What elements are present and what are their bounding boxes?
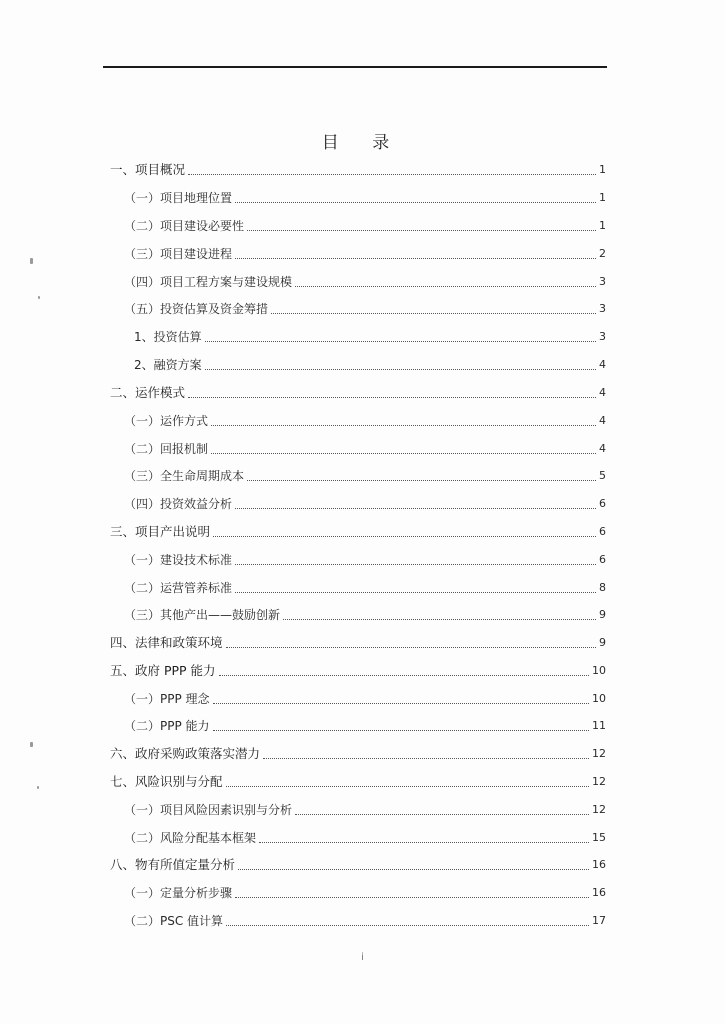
toc-entry-page: 4: [599, 442, 606, 455]
toc-entry[interactable]: [124, 300, 606, 318]
dot-leader: [188, 173, 596, 175]
dot-leader: [213, 535, 596, 537]
toc-entry-text: 八、物有所值定量分析: [110, 857, 236, 872]
dot-leader: [226, 924, 589, 926]
toc-entry[interactable]: [110, 161, 606, 179]
toc-entry-page: 4: [599, 414, 606, 427]
toc-entry-text: 2、融资方案: [134, 358, 202, 372]
dot-leader: [247, 479, 596, 481]
toc-entry[interactable]: [110, 662, 606, 680]
toc-entry-page: 4: [599, 386, 606, 399]
toc-entry-text: （一）PPP 理念: [124, 692, 210, 706]
toc-entry[interactable]: [124, 217, 606, 235]
dot-leader: [235, 591, 596, 593]
toc-entry-text: （三）其他产出——鼓励创新: [124, 608, 281, 622]
toc-entry-page: 9: [599, 608, 606, 621]
dot-leader: [211, 424, 596, 426]
toc-entry-page: 12: [592, 803, 606, 816]
scan-speck: [30, 258, 33, 264]
dot-leader: [213, 702, 589, 704]
dot-leader: [263, 757, 589, 759]
toc-entry[interactable]: [124, 412, 606, 430]
page-number: i: [361, 952, 364, 963]
toc-entry-text: （三）项目建设进程: [124, 247, 233, 261]
toc-entry-text: （四）项目工程方案与建设规模: [124, 275, 293, 289]
toc-entry-page: 1: [599, 191, 606, 204]
toc-entry-text: 1、投资估算: [134, 330, 202, 344]
dot-leader: [235, 257, 596, 259]
toc-entry-page: 6: [599, 553, 606, 566]
toc-entry[interactable]: [110, 773, 606, 791]
toc-entry[interactable]: [110, 856, 606, 874]
dot-leader: [205, 340, 596, 342]
toc-entry[interactable]: [124, 606, 606, 624]
scan-speck: [38, 296, 40, 299]
page-title: 目 录: [321, 133, 404, 153]
toc-entry[interactable]: [124, 690, 606, 708]
toc-entry-page: 15: [592, 831, 606, 844]
dot-leader: [235, 201, 596, 203]
toc-entry[interactable]: [124, 551, 606, 569]
toc-entry-page: 16: [592, 886, 606, 899]
scan-speck: [37, 786, 39, 789]
toc-entry-page: 9: [599, 636, 606, 649]
toc-entry[interactable]: [124, 884, 606, 902]
toc-entry-text: （一）项目地理位置: [124, 191, 233, 205]
toc-entry-page: 17: [592, 914, 606, 927]
toc-entry-text: （二）回报机制: [124, 442, 209, 456]
dot-leader: [295, 813, 589, 815]
toc-entry-page: 6: [599, 497, 606, 510]
toc-entry[interactable]: [124, 245, 606, 263]
toc-entry-text: （三）全生命周期成本: [124, 469, 245, 483]
toc-entry-text: （四）投资效益分析: [124, 497, 233, 511]
toc-entry-page: 10: [592, 664, 606, 677]
toc-entry-page: 2: [599, 247, 606, 260]
toc-entry[interactable]: [124, 579, 606, 597]
dot-leader: [295, 285, 596, 287]
toc-entry-text: （一）项目风险因素识别与分析: [124, 803, 293, 817]
toc-entry-page: 1: [599, 219, 606, 232]
toc-entry[interactable]: [110, 634, 606, 652]
toc-entry[interactable]: [110, 384, 606, 402]
toc-entry-text: 一、项目概况: [110, 162, 186, 177]
toc-entry[interactable]: [124, 495, 606, 513]
toc-entry-text: 三、项目产出说明: [110, 524, 211, 539]
toc-entry[interactable]: [124, 912, 606, 930]
toc-entry-text: （一）定量分析步骤: [124, 886, 233, 900]
toc-entry-page: 5: [599, 469, 606, 482]
toc-entry[interactable]: [124, 273, 606, 291]
toc-entry[interactable]: [124, 189, 606, 207]
toc-entry-page: 12: [592, 747, 606, 760]
toc-entry[interactable]: [124, 467, 606, 485]
dot-leader: [235, 563, 596, 565]
toc-entry-text: （五）投资估算及资金筹措: [124, 302, 269, 316]
toc-entry-text: （一）建设技术标准: [124, 553, 233, 567]
toc-entry[interactable]: [124, 717, 606, 735]
dot-leader: [271, 312, 596, 314]
toc-entry-text: （一）运作方式: [124, 414, 209, 428]
dot-leader: [259, 841, 589, 843]
toc-entry-page: 3: [599, 330, 606, 343]
toc-entry-text: 五、政府 PPP 能力: [110, 663, 216, 678]
toc-entry-text: （二）风险分配基本框架: [124, 831, 257, 845]
toc-entry-text: （二）运营管养标准: [124, 581, 233, 595]
toc-entry-text: 四、法律和政策环境: [110, 635, 223, 650]
toc-entry[interactable]: [124, 829, 606, 847]
dot-leader: [238, 868, 589, 870]
dot-leader: [247, 229, 596, 231]
dot-leader: [235, 896, 589, 898]
toc-entry[interactable]: [124, 440, 606, 458]
toc-entry-page: 3: [599, 302, 606, 315]
toc-entry-text: 二、运作模式: [110, 385, 186, 400]
toc-entry[interactable]: [110, 745, 606, 763]
dot-leader: [226, 785, 589, 787]
toc-entry-text: （二）PSC 值计算: [124, 914, 224, 928]
toc-entry-page: 11: [592, 719, 606, 732]
toc-entry-page: 10: [592, 692, 606, 705]
toc-entry-page: 3: [599, 275, 606, 288]
dot-leader: [213, 729, 589, 731]
dot-leader: [226, 646, 596, 648]
toc-entry-page: 6: [599, 525, 606, 538]
toc-entry-text: （二）项目建设必要性: [124, 219, 245, 233]
toc-entry-page: 4: [599, 358, 606, 371]
toc-entry[interactable]: [110, 523, 606, 541]
toc-entry-text: 六、政府采购政策落实潜力: [110, 746, 261, 761]
toc-entry-text: （二）PPP 能力: [124, 719, 210, 733]
toc-entry-page: 12: [592, 775, 606, 788]
toc-entry-text: 七、风险识别与分配: [110, 774, 223, 789]
dot-leader: [211, 452, 596, 454]
dot-leader: [188, 396, 596, 398]
dot-leader: [219, 674, 589, 676]
dot-leader: [283, 618, 596, 620]
dot-leader: [205, 368, 596, 370]
toc-entry[interactable]: [124, 801, 606, 819]
toc-entry-page: 1: [599, 163, 606, 176]
dot-leader: [235, 507, 596, 509]
toc-entry-page: 16: [592, 858, 606, 871]
toc-entry-page: 8: [599, 581, 606, 594]
toc-entry[interactable]: [134, 328, 606, 346]
toc-entry[interactable]: [134, 356, 606, 374]
scan-speck: [30, 742, 33, 747]
